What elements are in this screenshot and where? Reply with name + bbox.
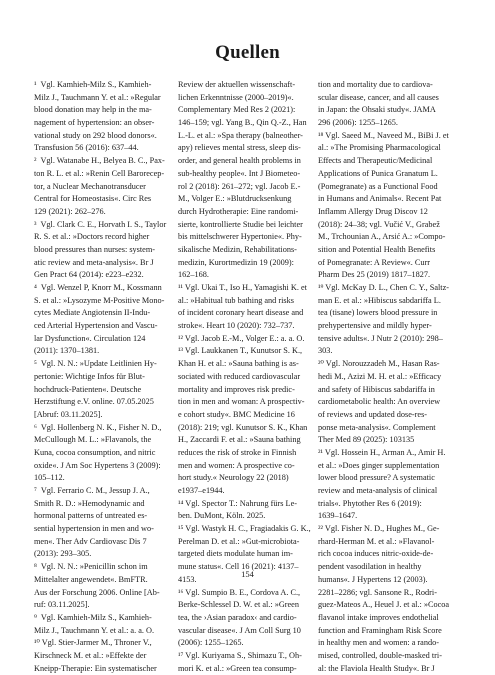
reference-line: ⁷ Vgl. Ferrario C. M., Jessup J. A., — [34, 486, 150, 495]
reference-line: stroke«. Heart 10 (2020): 732–737. — [178, 321, 295, 331]
reference-line: ¹⁶ Vgl. Sumpio B. E., Cordova A. C., — [178, 587, 301, 597]
reference-line: sierte, kontrollierte Studie bei leichter — [178, 219, 303, 229]
reference-line: Perelman D. et al.: »Gut-microbiota- — [178, 536, 300, 546]
reference-line: ¹⁷ Vgl. Kuriyama S., Shimazu T., Oh- — [178, 650, 302, 660]
reference-line: Gen Pract 64 (2014): e223–e232. — [34, 270, 144, 280]
reference-line: flavanol intake improves endothelial — [318, 612, 439, 622]
reference-line: vascular disease«. J Am Coll Surg 10 — [178, 625, 301, 635]
reference-line: ⁵ Vgl. N. N.: »Update Leitlinien Hy- — [34, 359, 157, 369]
reference-line: sition and Potential Health Benefits — [318, 244, 436, 254]
reference-line: function and Framingham Risk Score — [318, 625, 442, 635]
reference-line: lar Dysfunction«. Circulation 124 — [34, 333, 146, 343]
reference-line: sential hypertension in men and wo- — [34, 524, 154, 534]
reference-line: sub-healthy people«. Int J Biometeo- — [178, 168, 301, 178]
reference-line: (2011): 1370–1381. — [34, 346, 100, 356]
reference-line: Kneipp-Therapie: Ein systematischer — [34, 663, 157, 673]
reference-line: hochdruck-Patienten«. Deutsche — [34, 384, 142, 394]
reference-line: M., Volger E.: »Blutdrucksenkung — [178, 194, 292, 204]
reference-line: hormonal patterns of untreated es- — [34, 511, 148, 521]
reference-line: guez-Mateos A., Heuel J. et al.: »Cocoa — [318, 600, 450, 610]
reference-line: ¹⁸ Vgl. Saeed M., Naveed M., BiBi J. et — [318, 130, 449, 140]
reference-line: Central for Homeostasis«. Circ Res — [34, 194, 152, 204]
reference-line: Review der aktuellen wissenschaft- — [178, 80, 296, 89]
reference-line: bis mittelschwerer Hypertonie«. Phy- — [178, 232, 302, 242]
reference-line: rol 2 (2018): 261–272; vgl. Jacob E.- — [178, 181, 301, 191]
references-column-1 — [34, 79, 172, 675]
reference-line: ¹³ Vgl. Laukkanen T., Kunutsor S. K., — [178, 346, 303, 356]
reference-line: Milz J., Tauchmann Y. et al.: »Regular — [34, 92, 161, 102]
reference-line: vational study on 292 blood donors«. — [34, 130, 157, 140]
reference-line: atic review and meta-analysis«. Br J — [34, 257, 154, 267]
reference-line: Aus der Forschung 2006. Online [Ab- — [34, 587, 160, 597]
reference-line: tea (tisane) lowers blood pressure in — [318, 308, 438, 318]
reference-line: al.: »The Promising Pharmacological — [318, 143, 441, 153]
reference-line: M., Trchounian A., Arsić A.: »Compo- — [318, 232, 446, 242]
reference-line: ¹⁵ Vgl. Wastyk H. C., Fragiadakis G. K., — [178, 524, 311, 534]
reference-line: et al.: »Does ginger supplementation — [318, 460, 440, 470]
reference-line: blood pressures than nurses: system- — [34, 244, 155, 254]
reference-line: Effects and Therapeutic/Medicinal — [318, 156, 433, 166]
reference-line: ¹⁴ Vgl. Spector T.: Nahrung fürs Le- — [178, 498, 297, 508]
reference-line: 162–168. — [178, 270, 209, 280]
reference-line: in Humans and Animals«. Recent Pat — [318, 194, 442, 204]
reference-line: 146–159; vgl. Yang B., Qin Q.-Z., Han — [178, 118, 307, 128]
reference-line: e cohort study«. BMC Medicine 16 — [178, 409, 295, 419]
reference-line: blood donation may help in the ma- — [34, 105, 152, 115]
reference-line: durch Hydrotherapie: Eine randomi- — [178, 206, 299, 216]
reference-line: rhard-Herman M. et al.: »Flavanol- — [318, 536, 435, 546]
reference-line: 129 (2021): 262–276. — [34, 206, 106, 216]
reference-line: of Pomegranate: A Review«. Curr — [318, 257, 431, 267]
reference-line: tensive adults«. J Nutr 2 (2010): 298– — [318, 333, 443, 343]
reference-line: in healthy men and women: a rando- — [318, 638, 439, 648]
reference-line: ruf: 03.11.2025]. — [34, 600, 90, 610]
reference-line: mori K. et al.: »Green tea consump- — [178, 663, 297, 673]
reference-line: pertonie: Wichtige Infos für Blut- — [34, 371, 145, 381]
reference-line: men and women: A prospective co- — [178, 460, 295, 470]
reference-line: scular disease, cancer, and all causes — [318, 92, 439, 102]
reference-line: Milz J., Tauchmann Y. et al.: a. a. O. — [34, 625, 155, 635]
reference-line: tor, a Nuclear Mechanotransducer — [34, 181, 146, 191]
reference-line: pendent vasodilation in healthy — [318, 562, 422, 572]
reference-line: Complementary Med Res 2 (2021): — [178, 105, 296, 115]
reference-line: man E. et al.: »Hibiscus sabdariffa L. — [318, 295, 441, 305]
reference-line: S. et al.: »Lysozyme M-Positive Mono- — [34, 295, 165, 305]
reference-line: ⁶ Vgl. Hollenberg N. K., Fisher N. D., — [34, 422, 162, 432]
reference-line: humans«. J Hypertens 12 (2003). — [318, 574, 428, 584]
reference-line: trials«. Phytother Res 6 (2019): — [318, 498, 422, 508]
reference-line: Applications of Punica Granatum L. — [318, 168, 438, 178]
reference-line: ⁴ Vgl. Wenzel P, Knorr M., Kossmann — [34, 283, 162, 292]
reference-line: e1937–e1944. — [178, 486, 225, 495]
page-title: Quellen — [215, 42, 280, 63]
reference-line: Berke-Schlessel D. W. et al.: »Green — [178, 600, 299, 610]
reference-line: Pharm Des 25 (2019) 1817–1827. — [318, 270, 431, 280]
reference-line: order, and general health problems in — [178, 156, 301, 166]
reference-line: ¹⁹ Vgl. McKay D. L., Chen C. Y., Saltz- — [318, 283, 450, 292]
reference-line: 303. — [318, 346, 333, 356]
reference-line: ¹ Vgl. Kamhieh-Milz S., Kamhieh- — [34, 80, 152, 89]
reference-line: (2013): 293–305. — [34, 549, 92, 559]
reference-line: ben. DuMont, Köln. 2025. — [178, 511, 266, 521]
reference-line: 296 (2006): 1255–1265. — [318, 118, 398, 128]
reference-line: ³ Vgl. Clark C. E., Horvath I. S., Taylor — [34, 219, 167, 229]
reference-line: sikalische Medizin, Rehabilitations- — [178, 244, 297, 254]
reference-line: ⁹ Vgl. Kamhieh-Milz S., Kamhieh- — [34, 612, 152, 622]
reference-line: ¹¹ Vgl. Ukai T., Iso H., Yamagishi K. et — [178, 283, 307, 292]
reference-line: 2281–2286; vgl. Sansone R., Rodri- — [318, 587, 437, 597]
reference-line: mune status«. Cell 16 (2021): 4137– — [178, 562, 299, 572]
reference-line: Smith R. D.: »Hemodynamic and — [34, 498, 145, 508]
reference-line: rich cocoa induces nitric-oxide-de- — [318, 549, 434, 559]
reference-line: men«. Ther Adv Cardiovasc Dis 7 — [34, 536, 147, 546]
reference-line: ton R. L. et al.: »Renin Cell Barorecep- — [34, 168, 165, 178]
reference-line: ² Vgl. Watanabe H., Belyea B. C., Pax- — [34, 156, 165, 166]
reference-line: ced Arterial Hypertension and Vascu- — [34, 321, 158, 331]
reference-line: hedi M., Azizi M. H. et al.: »Efficacy — [318, 371, 442, 381]
page-number: 154 — [241, 569, 254, 579]
reference-line: review and meta-analysis of clinical — [318, 486, 438, 495]
reference-line: ponse meta-analysis«. Complement — [318, 422, 436, 432]
reference-line: al: the Flaviola Health Study«. Br J — [318, 663, 435, 673]
reference-line: hort study.« Neurology 22 (2018) — [178, 473, 289, 483]
reference-line: ²¹ Vgl. Hossein H., Arman A., Amir H. — [318, 447, 446, 457]
reference-line: (2018): 24–38; vgl. Vučić V., Grabež — [318, 219, 440, 229]
reference-line: (2006): 1255–1265. — [178, 638, 244, 648]
reference-line: tea, the ›Asian paradox‹ and cardio- — [178, 612, 297, 622]
reference-line: prehypertensive and mildly hyper- — [318, 321, 432, 331]
reference-line: (2018): 219; vgl. Kunutsor S. K., Khan — [178, 422, 308, 432]
reference-line: and safety of Hibiscus sabdariffa in — [318, 384, 435, 394]
reference-line: McCullough M. L.: »Flavanols, the — [34, 435, 152, 445]
reference-line: cytes Mediate Angiotensin II-Indu- — [34, 308, 151, 318]
reference-line: 1639–1647. — [318, 511, 358, 521]
reference-line: Khan H. et al.: »Sauna bathing is as- — [178, 359, 299, 369]
reference-line: tion and mortality due to cardiova- — [318, 80, 433, 89]
reference-line: targeted diets modulate human im- — [178, 549, 293, 559]
reference-line: 4153. — [178, 574, 197, 584]
reference-line: ²² Vgl. Fisher N. D., Hughes M., Ge- — [318, 524, 440, 534]
reference-line: tion in men and woman: A prospectiv- — [178, 397, 305, 407]
reference-line: nagement of hypertension: an obser- — [34, 118, 155, 128]
references-column-3 — [318, 79, 456, 675]
reference-line: 105–112. — [34, 473, 65, 483]
reference-line: R. S. et al.: »Doctors record higher — [34, 232, 150, 242]
reference-line: medizin, Kurortmedizin 19 (2009): — [178, 257, 294, 267]
reference-line: mised, controlled, double-masked tri- — [318, 650, 442, 660]
reference-line: ⁸ Vgl. N. N.: »Penicillin schon im — [34, 562, 148, 572]
reference-line: H., Zaccardi F. et al.: »Sauna bathing — [178, 435, 301, 445]
reference-line: Ther Med 89 (2025): 103135 — [318, 435, 415, 445]
reference-line: al.: »Habitual tub bathing and risks — [178, 295, 294, 305]
reference-line: Inflamm Allergy Drug Discov 12 — [318, 206, 428, 216]
reference-line: of incident coronary heart disease and — [178, 308, 304, 318]
reference-line: oxide«. J Am Soc Hypertens 3 (2009): — [34, 460, 161, 470]
reference-line: Herzstiftung e.V. online. 07.05.2025 — [34, 397, 154, 407]
reference-line: (Pomegranate) as a Functional Food — [318, 181, 438, 191]
reference-line: ¹² Vgl. Jacob E.-M., Volger E.: a. a. O. — [178, 333, 305, 343]
reference-line: Kuna, cocoa consumption, and nitric — [34, 447, 156, 457]
reference-line: lichen Erkenntnisse (2000–2019)«. — [178, 92, 294, 102]
reference-line: Mittelalter angewendet«. BmFTR. — [34, 574, 148, 584]
reference-line: of reviews and updated dose-res- — [318, 409, 428, 419]
reference-line: mortality and improves risk predic- — [178, 384, 295, 394]
reference-line: apy) relieves mental stress, sleep dis- — [178, 143, 301, 153]
reference-line: ¹⁰ Vgl. Stier-Jarmer M., Throner V., — [34, 638, 152, 648]
reference-line: sociated with reduced cardiovascular — [178, 371, 301, 381]
reference-line: reduces the risk of stroke in Finnish — [178, 447, 297, 457]
references-column-2 — [178, 79, 316, 675]
reference-line: [Abruf: 03.11.2025]. — [34, 409, 103, 419]
reference-line: cardiometabolic health: An overview — [318, 397, 441, 407]
reference-line: Transfusion 56 (2016): 637–44. — [34, 143, 139, 153]
reference-line: in Japan: the Ohsaki study«. JAMA — [318, 105, 436, 115]
reference-line: ²⁰ Vgl. Norouzzadeh M., Hasan Ras- — [318, 359, 440, 369]
reference-line: lower blood pressure? A systematic — [318, 473, 435, 483]
reference-line: L.-L. et al.: »Spa therapy (balneother- — [178, 130, 303, 140]
reference-line: Kirschneck M. et al.: »Effekte der — [34, 650, 147, 660]
